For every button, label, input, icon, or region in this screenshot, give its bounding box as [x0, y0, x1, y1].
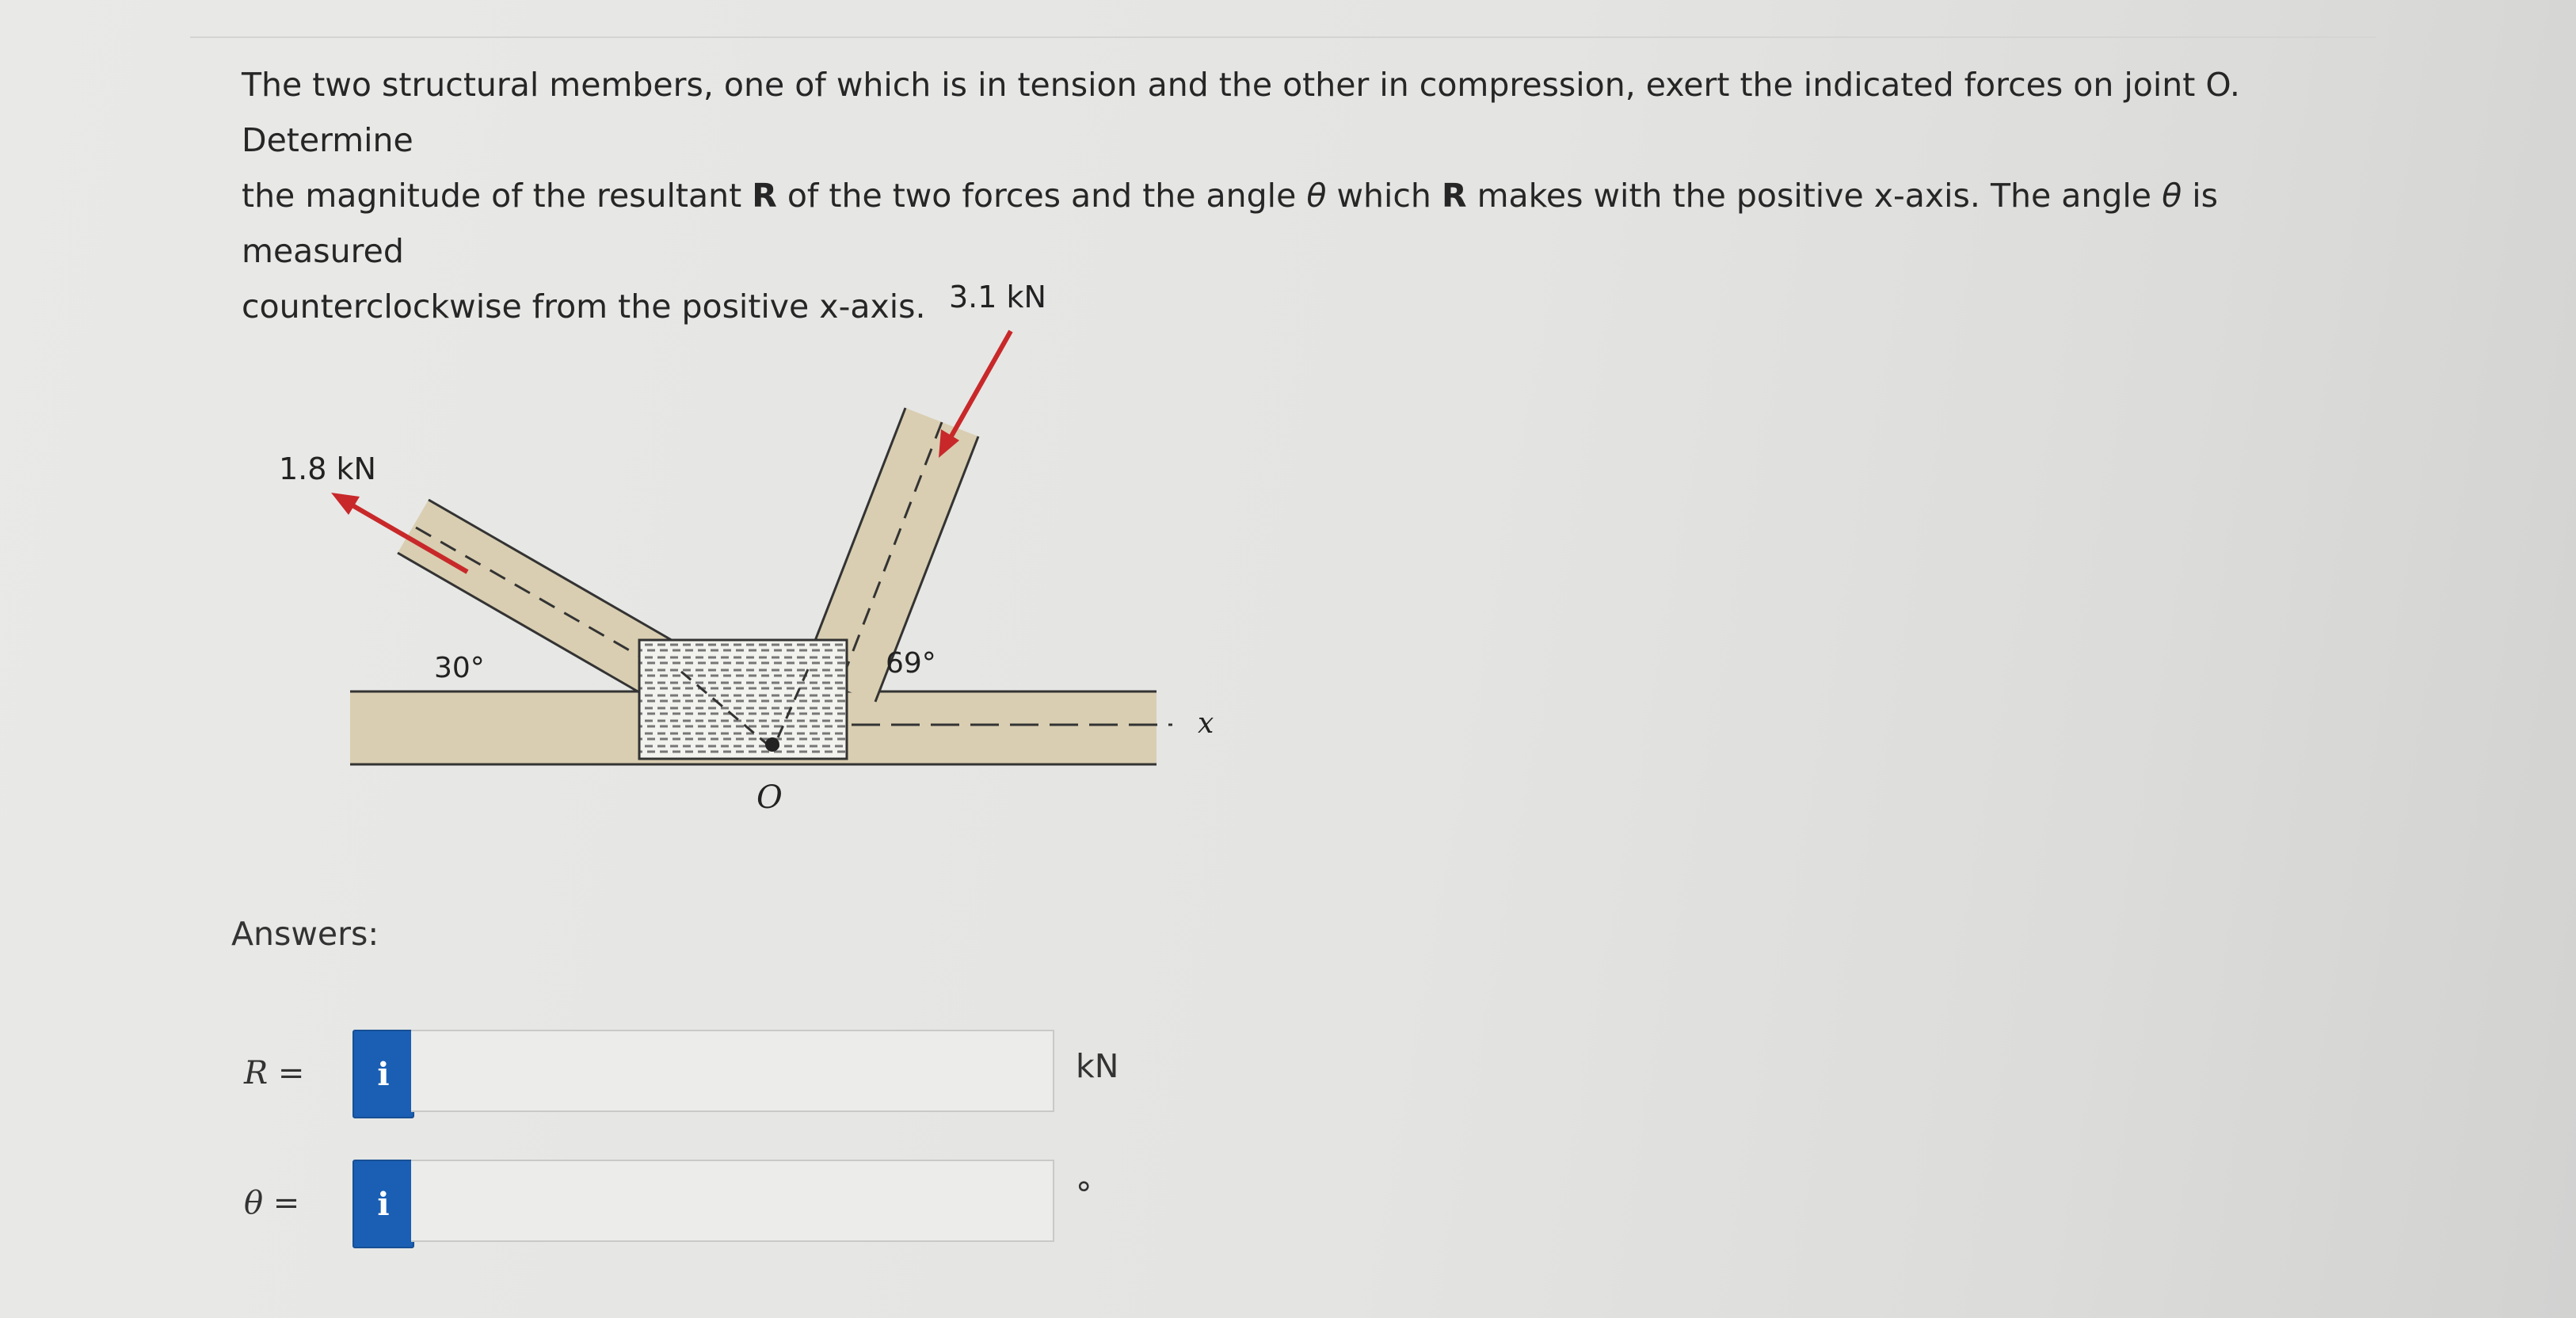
R-input[interactable]	[411, 1030, 1054, 1112]
angle-left-label: 30°	[434, 652, 485, 684]
problem-text: of the two forces and the angle	[776, 177, 1307, 215]
info-icon-glyph: i	[377, 1185, 390, 1223]
gusset-plate	[639, 640, 847, 759]
problem-line-3: counterclockwise from the positive x-axis.	[242, 288, 926, 326]
answer-row-R	[238, 1030, 1119, 1117]
force-right-label: 3.1 kN	[949, 280, 1046, 314]
problem-line-1: The two structural members, one of which is in tension and the other in compression, exert the indicated forces on joint O. Determine	[242, 66, 2240, 159]
theta-unit: °	[1076, 1175, 1092, 1213]
symbol-R: R	[752, 177, 777, 215]
info-icon-glyph: i	[377, 1055, 390, 1093]
symbol-theta: θ	[1306, 177, 1327, 215]
problem-text: the magnitude of the resultant	[242, 177, 753, 215]
R-label: R =	[244, 1055, 305, 1091]
R-unit: kN	[1076, 1047, 1119, 1085]
angle-right-label: 69°	[886, 647, 936, 680]
problem-text: which	[1326, 177, 1442, 215]
problem-text: makes with the positive x-axis. The angle	[1466, 177, 2163, 215]
force-left-label: 1.8 kN	[279, 451, 376, 486]
symbol-R: R	[1441, 177, 1467, 215]
problem-text: is measured	[242, 177, 2218, 270]
axis-label: x	[1198, 707, 1214, 740]
symbol-theta: θ	[2162, 177, 2182, 215]
divider	[190, 36, 2376, 38]
theta-label: θ =	[244, 1185, 300, 1221]
info-icon-R[interactable]	[352, 1030, 414, 1118]
answer-row-theta	[238, 1160, 1092, 1247]
info-icon-theta[interactable]	[352, 1160, 414, 1248]
joint-point	[765, 737, 779, 752]
structure-diagram	[238, 261, 1283, 840]
theta-input[interactable]	[411, 1160, 1054, 1242]
joint-label: O	[756, 779, 783, 816]
answers-heading: Answers:	[231, 915, 379, 953]
